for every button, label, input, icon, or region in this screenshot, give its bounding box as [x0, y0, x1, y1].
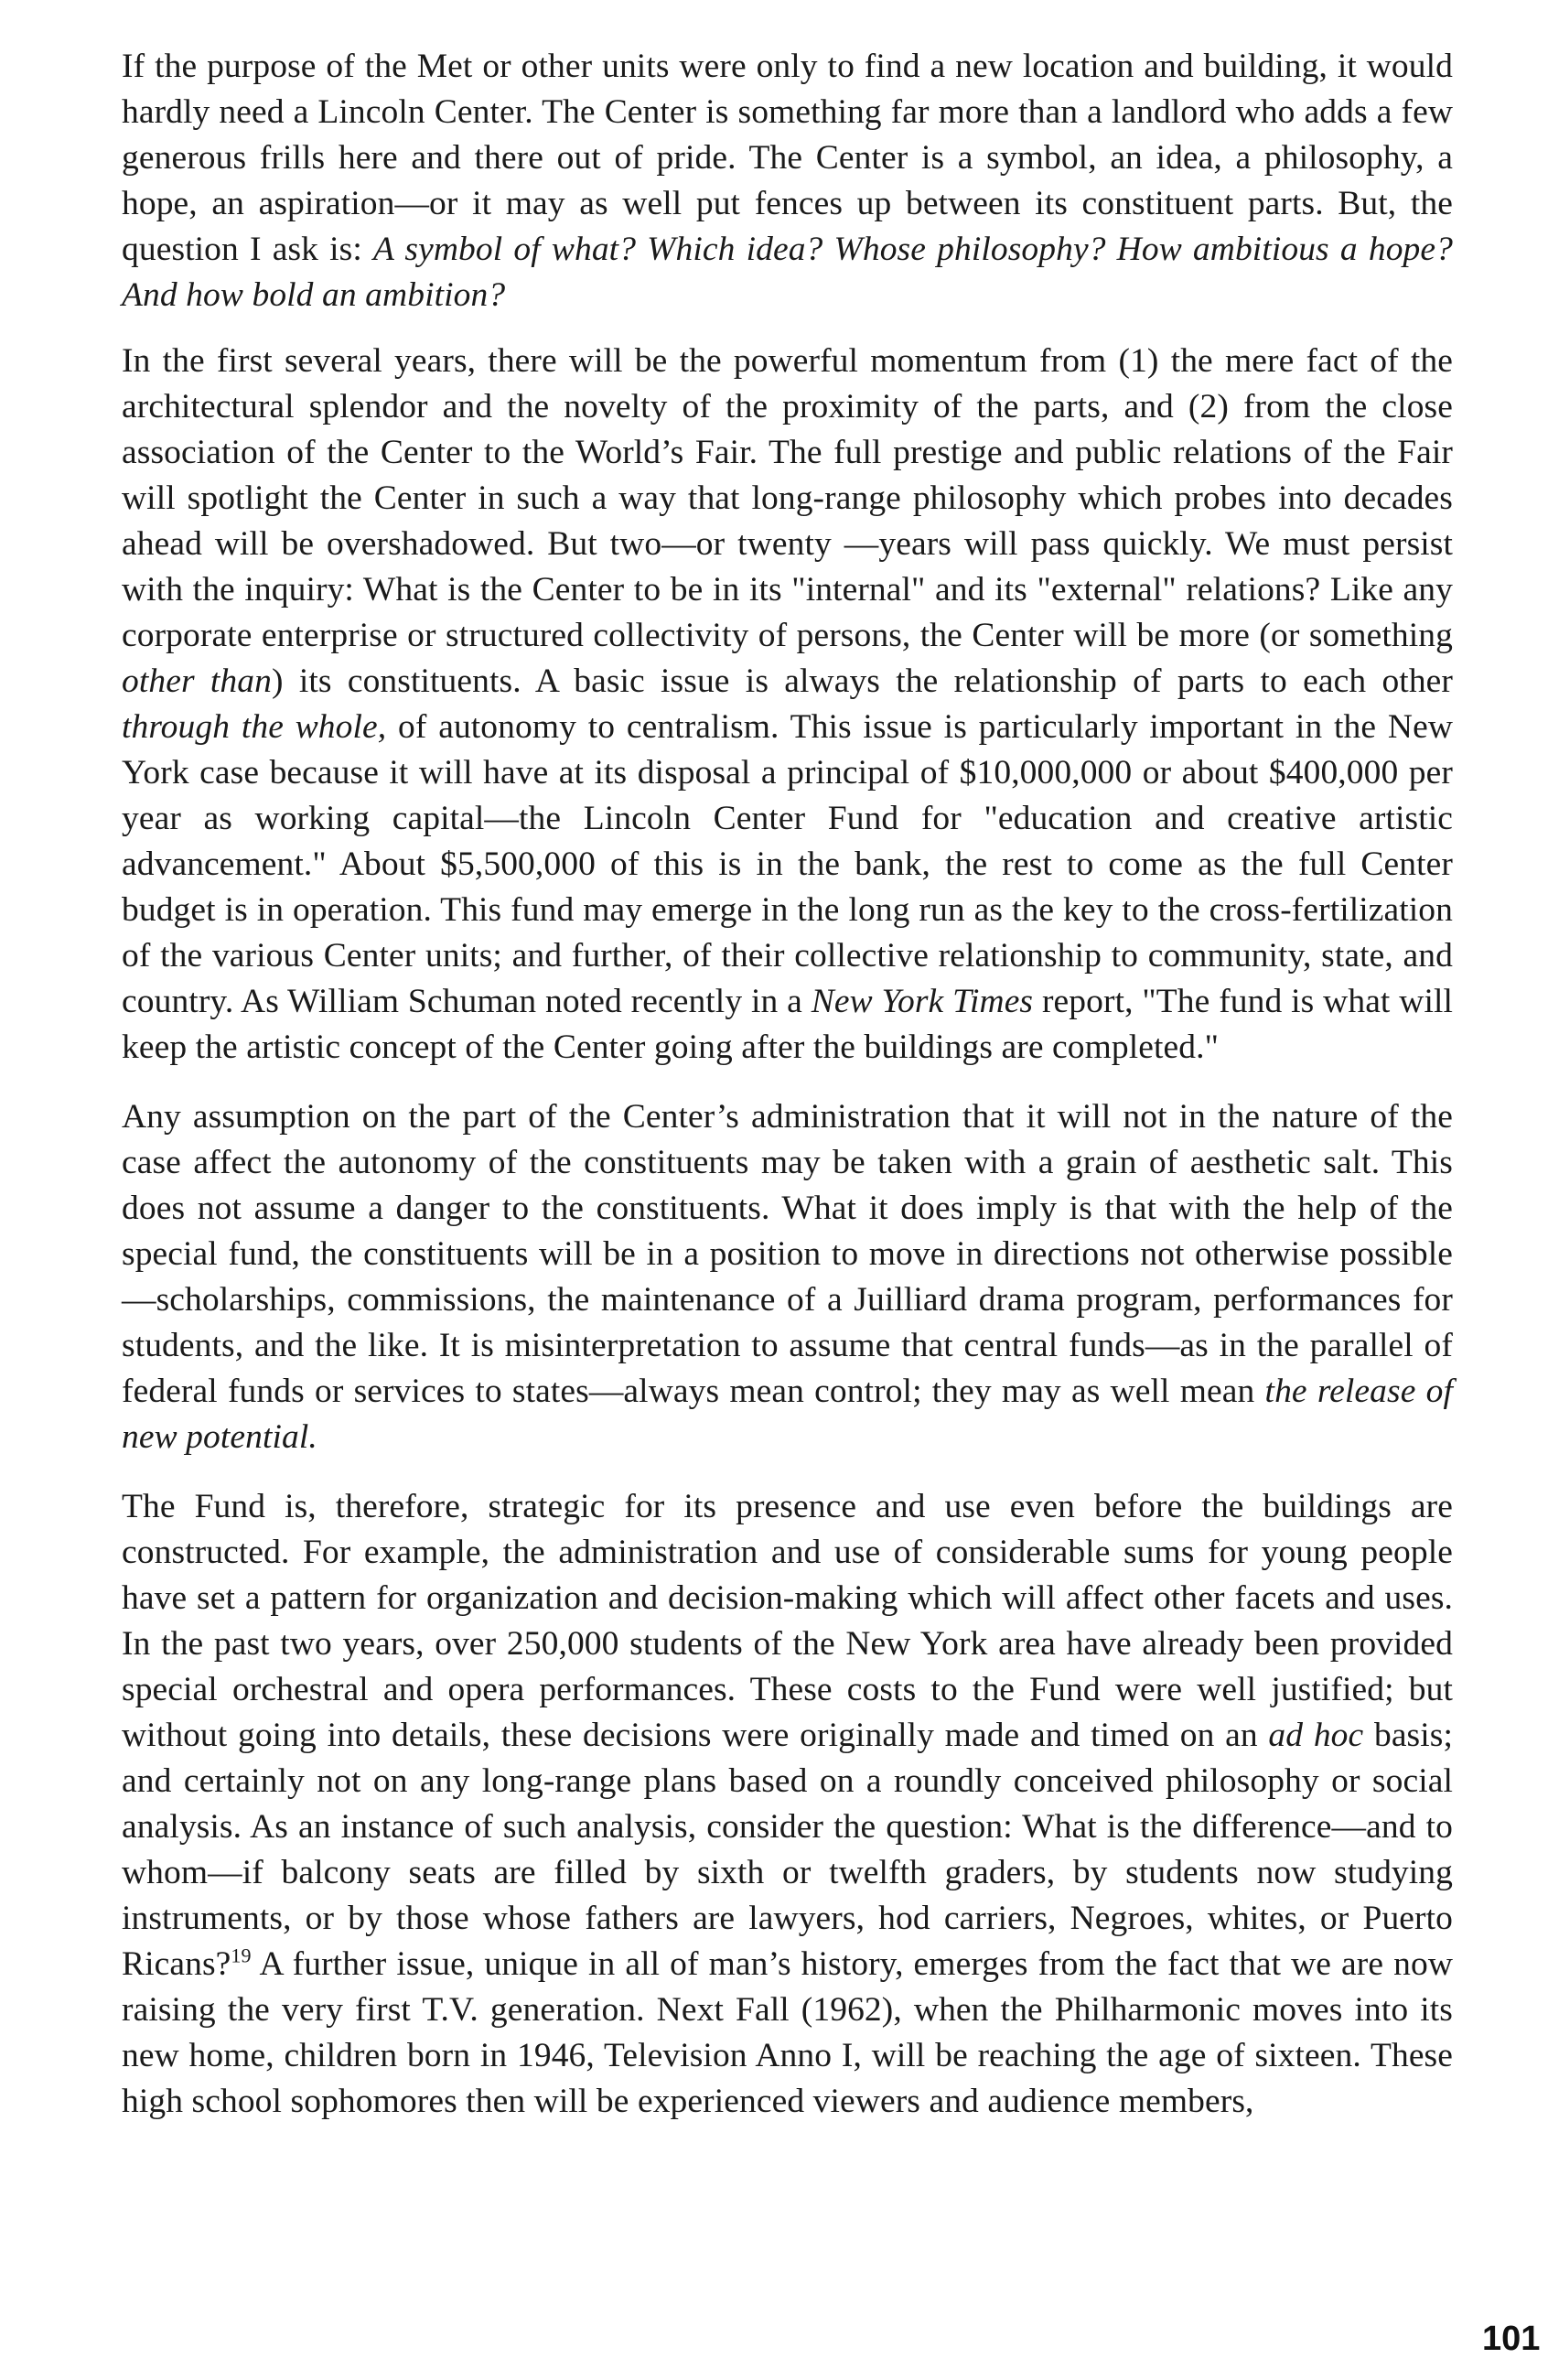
page-number: 101: [1482, 2320, 1541, 2358]
paragraph-text: Any assumption on the part of the Center’s administration that it will not in the nature of the case affect the autonomy of the constituents may be taken with a grain of aesthetic salt. This does not assume a danger to the constituents. What it does imply is that with the help of the special fund, the constituents will be in a position to move in directions not otherwise possible—scholarships, commissions, the maintenance of a Juilliard drama program, performances for students, and the like. It is misinterpretation to assume that central funds—as in the parallel of federal funds or services to states—always mean control; they may as well mean: [122, 1098, 1453, 1410]
paragraph-text: ) its constituents. A basic issue is always the relationship of parts to each other: [272, 662, 1454, 700]
paragraph-text-italic: A symbol of what? Which idea? Whose philosophy? How ambitious a hope? And how bold an ambition?: [122, 231, 1453, 314]
paragraph: [122, 339, 1453, 1071]
paragraph-text: basis; and certainly not on any long-range plans based on a roundly conceived philosophy or social analysis. As an instance of such analysis, consider the question: What is the difference—and to whom—if balcony seats are filled by sixth or twelfth graders, by students now studying instruments, or by those whose fathers are lawyers, hod carriers, Negroes, whites, or Puerto Ricans?: [122, 1717, 1453, 1983]
paragraph-text: In the first several years, there will be the powerful momentum from (1) the mere fact of the architectural splendor and the novelty of the proximity of the parts, and (2) from the close association of the Center to the World’s Fair. The full prestige and public relations of the Fair will spotlight the Center in such a way that long-range philosophy which probes into decades ahead will be overshadowed. But two—or twenty —years will pass quickly. We must persist with the inquiry: What is the Center to be in its "internal" and its "external" relations? Like any corporate enterprise or structured collectivity of persons, the Center will be more (or something: [122, 342, 1453, 654]
paragraph: [122, 1484, 1453, 2125]
paragraph-text-italic: other than: [122, 662, 272, 700]
paragraph-text-italic: ad hoc: [1268, 1717, 1364, 1754]
paragraph-text: report, "The fund is what will keep the artistic concept of the Center going after the buildings are completed.": [122, 983, 1453, 1066]
paragraph: [122, 44, 1453, 318]
page-body: [122, 44, 1453, 2145]
paragraph-text-italic: the release of new potential.: [122, 1373, 1453, 1456]
footnote-marker: 19: [231, 1944, 252, 1967]
paragraph-text: The Fund is, therefore, strategic for its presence and use even before the buildings are constructed. For example, the administration and use of considerable sums for young people have set a pattern for organization and decision-making which will affect other facets and uses. In the past two years, over 250,000 students of the New York area have already been provided special orchestral and opera performances. These costs to the Fund were well justified; but without going into details, these decisions were originally made and timed on an: [122, 1488, 1453, 1754]
paragraph: [122, 1094, 1453, 1460]
paragraph-text-italic: New York Times: [811, 983, 1034, 1020]
paragraph-text: If the purpose of the Met or other units were only to find a new location and building, it would hardly need a Lincoln Center. The Center is something far more than a landlord who adds a few generous frills here and there out of pride. The Center is a symbol, an idea, a philosophy, a hope, an aspiration—or it may as well put fences up between its constituent parts. But, the question I ask is:: [122, 48, 1453, 268]
paragraph-text: A further issue, unique in all of man’s history, emerges from the fact that we are now raising the very first T.V. generation. Next Fall (1962), when the Philharmonic moves into its new home, children born in 1946, Television Anno I, will be reaching the age of sixteen. These high school sophomores then will be experienced viewers and audience members,: [122, 1945, 1453, 2120]
paragraph-text: of autonomy to centralism. This issue is particularly important in the New York case because it will have at its disposal a principal of $10,000,000 or about $400,000 per year as working capital—the Lincoln Center Fund for "education and creative artistic advancement." About $5,500,000 of this is in the bank, the rest to come as the full Center budget is in operation. This fund may emerge in the long run as the key to the cross-fertilization of the various Center units; and further, of their collective relationship to community, state, and country. As William Schuman noted recently in a: [122, 708, 1453, 1020]
paragraph-text-italic: through the whole,: [122, 708, 387, 746]
